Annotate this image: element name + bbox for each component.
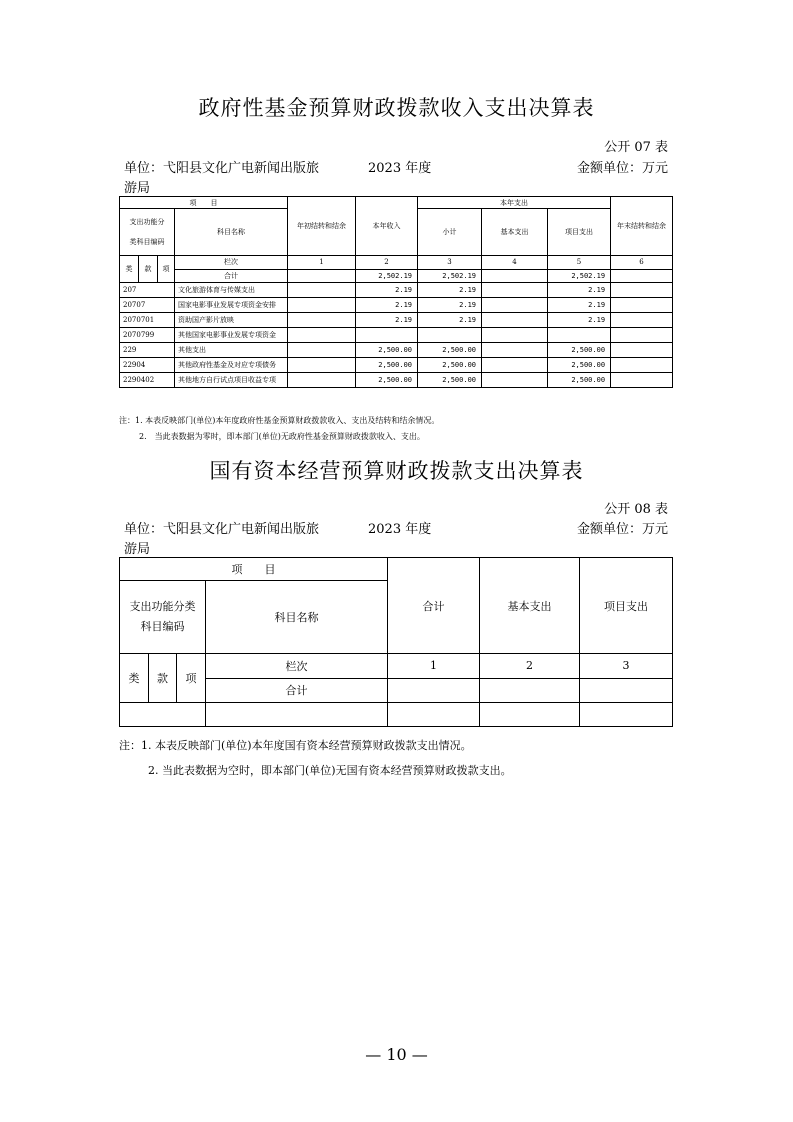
row-end	[611, 298, 673, 313]
row-subtotal	[418, 328, 482, 343]
t2-sum-total	[388, 678, 480, 703]
row-begin	[288, 358, 356, 373]
t1-col-4: 4	[482, 256, 548, 270]
t1-col-1: 1	[288, 256, 356, 270]
table1-amount-unit: 金额单位：万元	[576, 161, 668, 176]
table2	[119, 557, 673, 727]
t2-sum-basic	[480, 678, 580, 703]
table-row	[120, 373, 673, 388]
page-number: — 10 —	[365, 1045, 428, 1064]
row-end	[611, 343, 673, 358]
t2-header-lanci: 栏次	[206, 654, 388, 679]
row-code: 207	[120, 283, 175, 298]
t1-header-project: 项 目	[120, 197, 288, 209]
t1-header-this-year: 本年支出	[418, 197, 611, 209]
table-row	[120, 298, 673, 313]
table-row	[120, 328, 673, 343]
row-income: 2,500.00	[356, 343, 418, 358]
row-proj: 2.19	[548, 313, 611, 328]
t1-col-6: 6	[611, 256, 673, 270]
t2-header-lei: 类	[120, 654, 149, 703]
row-subtotal: 2.19	[418, 298, 482, 313]
row-proj	[548, 328, 611, 343]
table-row	[120, 358, 673, 373]
row-name: 国家电影事业发展专项资金安排	[175, 298, 288, 313]
row-proj: 2.19	[548, 298, 611, 313]
row-basic	[482, 343, 548, 358]
t2-header-project: 项 目	[120, 558, 388, 581]
row-subtotal: 2,500.00	[418, 343, 482, 358]
t2-header-basic: 基本支出	[480, 558, 580, 654]
row-begin	[288, 283, 356, 298]
t1-col-5: 5	[548, 256, 611, 270]
row-code: 229	[120, 343, 175, 358]
row-subtotal: 2,500.00	[418, 373, 482, 388]
t1-header-lei: 类	[120, 256, 139, 283]
t1-header-xiang: 项	[158, 256, 175, 283]
row-subtotal: 2,500.00	[418, 358, 482, 373]
row-basic	[482, 313, 548, 328]
row-name: 其他政府性基金及对应专项债务	[175, 358, 288, 373]
table-row	[120, 313, 673, 328]
row-income: 2.19	[356, 298, 418, 313]
t2-col-1: 1	[388, 654, 480, 679]
table-row	[120, 269, 673, 283]
t1-header-proj: 项目支出	[548, 209, 611, 256]
table-row	[120, 283, 673, 298]
t2-sum-proj	[580, 678, 673, 703]
table2-amount-unit: 金额单位：万元	[576, 522, 668, 537]
t1-header-begin: 年初结转和结余	[288, 197, 356, 256]
row-income: 2,500.00	[356, 358, 418, 373]
table-row	[120, 343, 673, 358]
table1-code: 公开 07 表	[604, 140, 668, 155]
row-begin	[288, 269, 356, 283]
t2-empty-name	[206, 703, 388, 727]
row-subtotal: 2.19	[418, 283, 482, 298]
row-end	[611, 269, 673, 283]
t1-col-2: 2	[356, 256, 418, 270]
table2-unit-cont: 游局	[124, 542, 151, 557]
row-name: 其他国家电影事业发展专项资金	[175, 328, 288, 343]
row-subtotal: 2.19	[418, 313, 482, 328]
row-basic	[482, 283, 548, 298]
row-income: 2.19	[356, 283, 418, 298]
row-name: 文化旅游体育与传媒支出	[175, 283, 288, 298]
row-proj: 2,500.00	[548, 343, 611, 358]
row-code: 2070799	[120, 328, 175, 343]
table2-code: 公开 08 表	[604, 502, 668, 517]
row-begin	[288, 343, 356, 358]
t2-header-name: 科目名称	[206, 581, 388, 654]
t1-header-code	[120, 209, 175, 256]
table1-note-1: 注：1. 本表反映部门(单位)本年度政府性基金预算财政拨款收入、支出及结转和结余情况。	[119, 416, 440, 425]
row-begin	[288, 313, 356, 328]
row-code: 20707	[120, 298, 175, 313]
row-basic	[482, 373, 548, 388]
t2-header-code-line2: 科目编码	[140, 620, 185, 633]
row-proj: 2,502.19	[548, 269, 611, 283]
table1-year: 2023 年度	[368, 161, 432, 176]
row-proj: 2.19	[548, 283, 611, 298]
t1-header-kuan: 款	[139, 256, 158, 283]
row-begin	[288, 373, 356, 388]
row-end	[611, 313, 673, 328]
row-proj: 2,500.00	[548, 358, 611, 373]
t2-col-3: 3	[580, 654, 673, 679]
table1	[119, 196, 673, 388]
t2-header-total: 合计	[388, 558, 480, 654]
row-income: 2.19	[356, 313, 418, 328]
t2-col-2: 2	[480, 654, 580, 679]
t2-header-code	[120, 581, 206, 654]
row-end	[611, 358, 673, 373]
t1-col-3: 3	[418, 256, 482, 270]
row-code: 22904	[120, 358, 175, 373]
t1-header-code-line1: 支出功能分	[129, 218, 165, 226]
table1-note-2: 2. 当此表数据为零时，即本部门(单位)无政府性基金预算财政拨款收入、支出。	[139, 432, 425, 441]
row-begin	[288, 298, 356, 313]
t1-header-lanci: 栏次	[175, 256, 288, 270]
t1-header-income: 本年收入	[356, 197, 418, 256]
t1-header-subtotal: 小计	[418, 209, 482, 256]
row-basic	[482, 358, 548, 373]
row-code: 2290402	[120, 373, 175, 388]
row-name: 资助国产影片放映	[175, 313, 288, 328]
table1-unit: 单位：弋阳县文化广电新闻出版旅	[124, 161, 320, 176]
t1-header-basic: 基本支出	[482, 209, 548, 256]
t2-empty-proj	[580, 703, 673, 727]
row-basic	[482, 269, 548, 283]
t2-empty-code	[120, 703, 206, 727]
row-proj: 2,500.00	[548, 373, 611, 388]
table1-unit-cont: 游局	[124, 181, 151, 196]
row-basic	[482, 298, 548, 313]
table2-note-1: 注：1. 本表反映部门(单位)本年度国有资本经营预算财政拨款支出情况。	[119, 739, 472, 752]
row-end	[611, 373, 673, 388]
t1-header-code-line2: 类科目编码	[129, 238, 165, 246]
row-name: 合计	[175, 269, 288, 283]
table-row	[120, 703, 673, 727]
t2-header-kuan: 款	[149, 654, 177, 703]
row-begin	[288, 328, 356, 343]
row-end	[611, 328, 673, 343]
row-name: 其他地方自行试点项目收益专项	[175, 373, 288, 388]
t2-empty-total	[388, 703, 480, 727]
table2-year: 2023 年度	[368, 522, 432, 537]
row-income: 2,500.00	[356, 373, 418, 388]
row-subtotal: 2,502.19	[418, 269, 482, 283]
t2-header-xiang: 项	[177, 654, 206, 703]
t2-header-code-line1: 支出功能分类	[129, 600, 196, 613]
table2-title: 国有资本经营预算财政拨款支出决算表	[209, 459, 584, 483]
row-income: 2,502.19	[356, 269, 418, 283]
t2-sum-label: 合计	[206, 678, 388, 703]
table1-title: 政府性基金预算财政拨款收入支出决算表	[198, 96, 595, 120]
t2-header-proj: 项目支出	[580, 558, 673, 654]
row-name: 其他支出	[175, 343, 288, 358]
t1-header-end: 年末结转和结余	[611, 197, 673, 256]
t2-empty-basic	[480, 703, 580, 727]
table2-unit: 单位：弋阳县文化广电新闻出版旅	[124, 522, 320, 537]
row-end	[611, 283, 673, 298]
row-income	[356, 328, 418, 343]
row-code: 2070701	[120, 313, 175, 328]
t1-header-name: 科目名称	[175, 209, 288, 256]
table2-note-2: 2. 当此表数据为空时，即本部门(单位)无国有资本经营预算财政拨款支出。	[148, 764, 512, 777]
row-basic	[482, 328, 548, 343]
